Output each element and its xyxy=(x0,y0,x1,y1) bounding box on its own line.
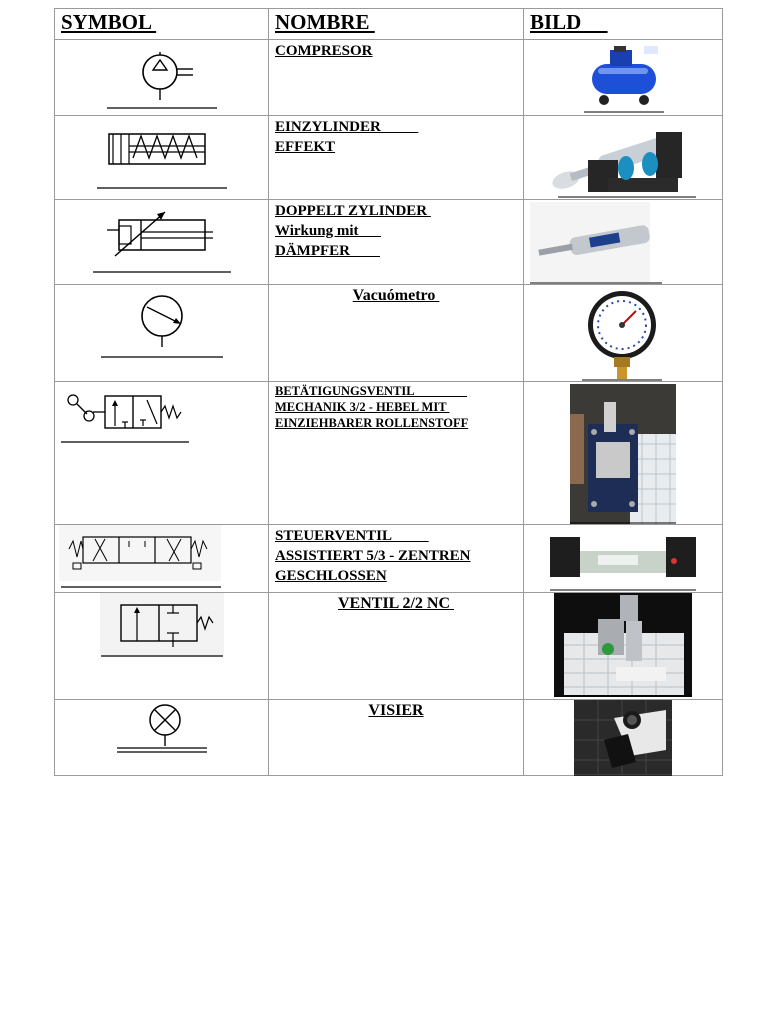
symbol-cell xyxy=(55,382,269,525)
double-acting-cylinder-damper-symbol-icon xyxy=(55,200,269,285)
indicator-lamp-symbol-icon xyxy=(55,700,269,776)
symbol-cell xyxy=(55,593,269,700)
name-cell: VENTIL 2/2 NC xyxy=(269,593,524,700)
name-cell: EINZYLINDER EFFEKT xyxy=(269,116,524,200)
table-row xyxy=(55,700,723,776)
vacuum-gauge-photo xyxy=(582,289,662,381)
table-row xyxy=(55,382,723,525)
header-row xyxy=(55,9,723,40)
photo-cell xyxy=(524,593,723,700)
name-cell: COMPRESOR xyxy=(269,40,524,116)
roller-lever-valve-symbol-icon xyxy=(55,382,269,525)
solenoid-valve-photo xyxy=(550,527,696,591)
table-row xyxy=(55,200,723,285)
photo-cell xyxy=(524,525,723,593)
single-acting-cylinder-symbol-icon xyxy=(55,116,269,200)
photo-cell xyxy=(524,382,723,525)
valve-2-2-photo xyxy=(554,593,692,697)
component-table xyxy=(54,8,723,776)
valve-2-2-nc-symbol-icon xyxy=(55,593,269,700)
solenoid-valve-5-3-symbol-icon xyxy=(55,525,269,593)
compressor-photo xyxy=(584,42,664,114)
header-nombre: NOMBRE xyxy=(269,9,524,40)
photo-cell xyxy=(524,285,723,382)
photo-cell xyxy=(524,116,723,200)
name-cell: STEUERVENTIL ASSISTIERT 5/3 - ZENTREN GESCHLOSSEN xyxy=(269,525,524,593)
single-acting-cylinder-photo xyxy=(548,118,696,198)
table-row xyxy=(55,525,723,593)
photo-cell xyxy=(524,40,723,116)
vacuum-gauge-symbol-icon xyxy=(55,285,269,382)
double-acting-cylinder-photo xyxy=(530,202,680,284)
table-row xyxy=(55,593,723,700)
photo-cell xyxy=(524,700,723,776)
indicator-photo xyxy=(574,700,672,776)
symbol-cell xyxy=(55,285,269,382)
header-symbol: SYMBOL xyxy=(55,9,269,40)
table-row xyxy=(55,116,723,200)
compressor-symbol-icon xyxy=(55,40,269,116)
name-cell: BETÄTIGUNGSVENTIL MECHANIK 3/2 - HEBEL MIT EINZIEHBARER ROLLENSTOFF xyxy=(269,382,524,525)
symbol-cell xyxy=(55,200,269,285)
symbol-cell xyxy=(55,700,269,776)
symbol-cell xyxy=(55,525,269,593)
name-cell: VISIER xyxy=(269,700,524,776)
table-row xyxy=(55,285,723,382)
table-row xyxy=(55,40,723,116)
photo-cell xyxy=(524,200,723,285)
name-cell: Vacuómetro xyxy=(269,285,524,382)
header-bild: BILD xyxy=(524,9,723,40)
roller-lever-valve-photo xyxy=(570,384,676,524)
name-cell: DOPPELT ZYLINDER Wirkung mit DÄMPFER xyxy=(269,200,524,285)
symbol-cell xyxy=(55,40,269,116)
symbol-cell xyxy=(55,116,269,200)
